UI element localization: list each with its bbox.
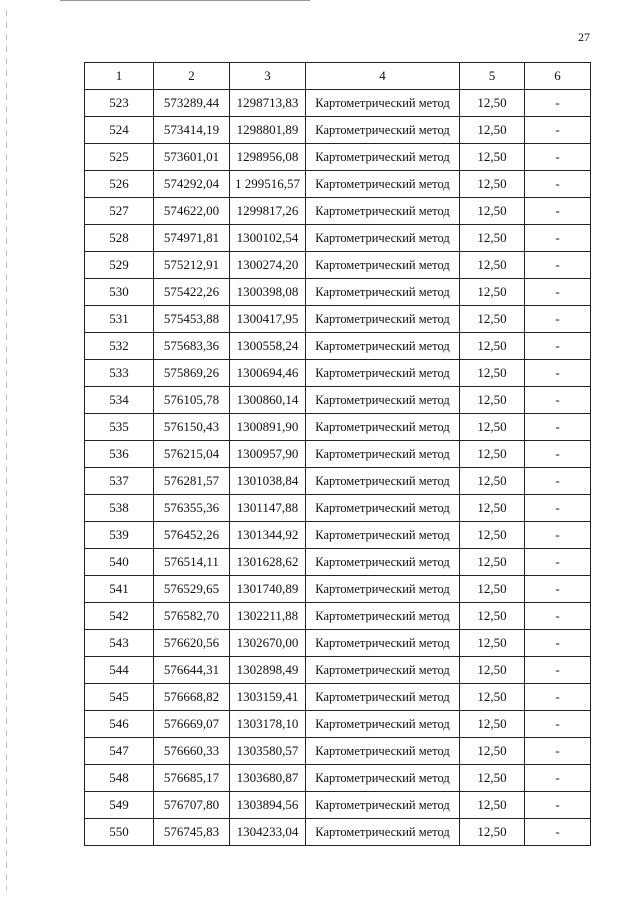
cell-y-coordinate: 1301628,62 bbox=[230, 549, 306, 576]
cell-x-coordinate: 576745,83 bbox=[154, 819, 230, 846]
cell-x-coordinate: 573289,44 bbox=[154, 90, 230, 117]
table-row bbox=[85, 198, 591, 225]
cell-x-coordinate: 576668,82 bbox=[154, 684, 230, 711]
cell-y-coordinate: 1298956,08 bbox=[230, 144, 306, 171]
cell-y-coordinate: 1300274,20 bbox=[230, 252, 306, 279]
cell-accuracy: 12,50 bbox=[460, 171, 525, 198]
cell-method: Картометрический метод bbox=[306, 657, 460, 684]
cell-method: Картометрический метод bbox=[306, 765, 460, 792]
cell-y-coordinate: 1300417,95 bbox=[230, 306, 306, 333]
table-row bbox=[85, 603, 591, 630]
cell-note: - bbox=[525, 360, 591, 387]
cell-point-number: 534 bbox=[85, 387, 154, 414]
cell-x-coordinate: 575422,26 bbox=[154, 279, 230, 306]
cell-method: Картометрический метод bbox=[306, 117, 460, 144]
cell-method: Картометрический метод bbox=[306, 603, 460, 630]
cell-x-coordinate: 576215,04 bbox=[154, 441, 230, 468]
cell-accuracy: 12,50 bbox=[460, 684, 525, 711]
cell-method: Картометрический метод bbox=[306, 252, 460, 279]
cell-method: Картометрический метод bbox=[306, 279, 460, 306]
cell-accuracy: 12,50 bbox=[460, 333, 525, 360]
cell-note: - bbox=[525, 144, 591, 171]
cell-point-number: 527 bbox=[85, 198, 154, 225]
cell-point-number: 532 bbox=[85, 333, 154, 360]
cell-accuracy: 12,50 bbox=[460, 360, 525, 387]
page-number: 27 bbox=[578, 30, 590, 44]
cell-x-coordinate: 576105,78 bbox=[154, 387, 230, 414]
cell-accuracy: 12,50 bbox=[460, 576, 525, 603]
cell-x-coordinate: 576685,17 bbox=[154, 765, 230, 792]
table-row bbox=[85, 576, 591, 603]
cell-method: Картометрический метод bbox=[306, 306, 460, 333]
cell-note: - bbox=[525, 117, 591, 144]
table-row bbox=[85, 306, 591, 333]
header-col-2: 2 bbox=[154, 63, 230, 90]
cell-y-coordinate: 1300860,14 bbox=[230, 387, 306, 414]
cell-y-coordinate: 1301344,92 bbox=[230, 522, 306, 549]
cell-y-coordinate: 1299817,26 bbox=[230, 198, 306, 225]
cell-accuracy: 12,50 bbox=[460, 549, 525, 576]
cell-x-coordinate: 575212,91 bbox=[154, 252, 230, 279]
cell-point-number: 544 bbox=[85, 657, 154, 684]
cell-note: - bbox=[525, 90, 591, 117]
cell-point-number: 536 bbox=[85, 441, 154, 468]
cell-y-coordinate: 1300398,08 bbox=[230, 279, 306, 306]
cell-point-number: 529 bbox=[85, 252, 154, 279]
cell-note: - bbox=[525, 819, 591, 846]
cell-method: Картометрический метод bbox=[306, 819, 460, 846]
cell-x-coordinate: 573601,01 bbox=[154, 144, 230, 171]
cell-note: - bbox=[525, 387, 591, 414]
cell-method: Картометрический метод bbox=[306, 144, 460, 171]
cell-method: Картометрический метод bbox=[306, 738, 460, 765]
cell-method: Картометрический метод bbox=[306, 495, 460, 522]
table-row bbox=[85, 252, 591, 279]
cell-point-number: 549 bbox=[85, 792, 154, 819]
cell-accuracy: 12,50 bbox=[460, 90, 525, 117]
cell-note: - bbox=[525, 414, 591, 441]
table-row bbox=[85, 117, 591, 144]
scan-edge-line bbox=[6, 10, 7, 890]
cell-point-number: 535 bbox=[85, 414, 154, 441]
cell-y-coordinate: 1300694,46 bbox=[230, 360, 306, 387]
coordinates-table bbox=[84, 62, 591, 846]
cell-y-coordinate: 1303894,56 bbox=[230, 792, 306, 819]
table-row bbox=[85, 360, 591, 387]
cell-x-coordinate: 576355,36 bbox=[154, 495, 230, 522]
cell-accuracy: 12,50 bbox=[460, 711, 525, 738]
cell-accuracy: 12,50 bbox=[460, 819, 525, 846]
cell-accuracy: 12,50 bbox=[460, 765, 525, 792]
cell-point-number: 533 bbox=[85, 360, 154, 387]
cell-y-coordinate: 1303159,41 bbox=[230, 684, 306, 711]
header-col-5: 5 bbox=[460, 63, 525, 90]
cell-x-coordinate: 576514,11 bbox=[154, 549, 230, 576]
cell-x-coordinate: 576660,33 bbox=[154, 738, 230, 765]
cell-point-number: 540 bbox=[85, 549, 154, 576]
cell-x-coordinate: 576620,56 bbox=[154, 630, 230, 657]
cell-method: Картометрический метод bbox=[306, 684, 460, 711]
cell-accuracy: 12,50 bbox=[460, 198, 525, 225]
cell-x-coordinate: 576582,70 bbox=[154, 603, 230, 630]
cell-x-coordinate: 575869,26 bbox=[154, 360, 230, 387]
cell-x-coordinate: 574971,81 bbox=[154, 225, 230, 252]
cell-accuracy: 12,50 bbox=[460, 630, 525, 657]
header-col-3: 3 bbox=[230, 63, 306, 90]
table-row bbox=[85, 630, 591, 657]
cell-note: - bbox=[525, 684, 591, 711]
cell-note: - bbox=[525, 441, 591, 468]
cell-method: Картометрический метод bbox=[306, 441, 460, 468]
cell-accuracy: 12,50 bbox=[460, 603, 525, 630]
cell-point-number: 525 bbox=[85, 144, 154, 171]
cell-accuracy: 12,50 bbox=[460, 738, 525, 765]
cell-accuracy: 12,50 bbox=[460, 414, 525, 441]
cell-x-coordinate: 576644,31 bbox=[154, 657, 230, 684]
cell-accuracy: 12,50 bbox=[460, 657, 525, 684]
cell-y-coordinate: 1301038,84 bbox=[230, 468, 306, 495]
cell-y-coordinate: 1303178,10 bbox=[230, 711, 306, 738]
cell-note: - bbox=[525, 522, 591, 549]
cell-note: - bbox=[525, 306, 591, 333]
cell-x-coordinate: 573414,19 bbox=[154, 117, 230, 144]
cell-note: - bbox=[525, 468, 591, 495]
cell-method: Картометрический метод bbox=[306, 414, 460, 441]
cell-note: - bbox=[525, 738, 591, 765]
cell-x-coordinate: 576707,80 bbox=[154, 792, 230, 819]
cell-x-coordinate: 575453,88 bbox=[154, 306, 230, 333]
cell-accuracy: 12,50 bbox=[460, 144, 525, 171]
cell-point-number: 546 bbox=[85, 711, 154, 738]
cell-point-number: 524 bbox=[85, 117, 154, 144]
cell-point-number: 547 bbox=[85, 738, 154, 765]
table-row bbox=[85, 765, 591, 792]
cell-point-number: 548 bbox=[85, 765, 154, 792]
cell-note: - bbox=[525, 711, 591, 738]
cell-y-coordinate: 1 299516,57 bbox=[230, 171, 306, 198]
cell-accuracy: 12,50 bbox=[460, 279, 525, 306]
header-col-6: 6 bbox=[525, 63, 591, 90]
cell-method: Картометрический метод bbox=[306, 360, 460, 387]
cell-y-coordinate: 1303680,87 bbox=[230, 765, 306, 792]
cell-method: Картометрический метод bbox=[306, 90, 460, 117]
cell-note: - bbox=[525, 495, 591, 522]
cell-y-coordinate: 1300102,54 bbox=[230, 225, 306, 252]
cell-method: Картометрический метод bbox=[306, 522, 460, 549]
table-header-row bbox=[85, 63, 591, 90]
cell-note: - bbox=[525, 225, 591, 252]
cell-note: - bbox=[525, 333, 591, 360]
header-col-1: 1 bbox=[85, 63, 154, 90]
cell-accuracy: 12,50 bbox=[460, 495, 525, 522]
table-row bbox=[85, 414, 591, 441]
cell-y-coordinate: 1298801,89 bbox=[230, 117, 306, 144]
cell-y-coordinate: 1302670,00 bbox=[230, 630, 306, 657]
cell-point-number: 528 bbox=[85, 225, 154, 252]
table-row bbox=[85, 819, 591, 846]
cell-method: Картометрический метод bbox=[306, 711, 460, 738]
cell-accuracy: 12,50 bbox=[460, 306, 525, 333]
cell-point-number: 523 bbox=[85, 90, 154, 117]
cell-method: Картометрический метод bbox=[306, 198, 460, 225]
table-row bbox=[85, 144, 591, 171]
cell-y-coordinate: 1300891,90 bbox=[230, 414, 306, 441]
table-row bbox=[85, 279, 591, 306]
table-row bbox=[85, 522, 591, 549]
cell-accuracy: 12,50 bbox=[460, 468, 525, 495]
cell-point-number: 543 bbox=[85, 630, 154, 657]
cell-method: Картометрический метод bbox=[306, 333, 460, 360]
cell-point-number: 538 bbox=[85, 495, 154, 522]
cell-y-coordinate: 1298713,83 bbox=[230, 90, 306, 117]
table-row bbox=[85, 792, 591, 819]
table-row bbox=[85, 441, 591, 468]
cell-point-number: 545 bbox=[85, 684, 154, 711]
cell-point-number: 550 bbox=[85, 819, 154, 846]
cell-x-coordinate: 576669,07 bbox=[154, 711, 230, 738]
table-body bbox=[85, 90, 591, 846]
cell-accuracy: 12,50 bbox=[460, 387, 525, 414]
table-row bbox=[85, 468, 591, 495]
cell-method: Картометрический метод bbox=[306, 468, 460, 495]
cell-y-coordinate: 1300957,90 bbox=[230, 441, 306, 468]
table-row bbox=[85, 738, 591, 765]
table-row bbox=[85, 171, 591, 198]
cell-method: Картометрический метод bbox=[306, 630, 460, 657]
cell-accuracy: 12,50 bbox=[460, 522, 525, 549]
cell-x-coordinate: 576529,65 bbox=[154, 576, 230, 603]
cell-method: Картометрический метод bbox=[306, 171, 460, 198]
cell-method: Картометрический метод bbox=[306, 576, 460, 603]
cell-note: - bbox=[525, 765, 591, 792]
cell-x-coordinate: 575683,36 bbox=[154, 333, 230, 360]
table-row bbox=[85, 333, 591, 360]
cell-x-coordinate: 576452,26 bbox=[154, 522, 230, 549]
cell-accuracy: 12,50 bbox=[460, 225, 525, 252]
cell-note: - bbox=[525, 657, 591, 684]
cell-point-number: 531 bbox=[85, 306, 154, 333]
cell-accuracy: 12,50 bbox=[460, 252, 525, 279]
cell-accuracy: 12,50 bbox=[460, 117, 525, 144]
cell-accuracy: 12,50 bbox=[460, 441, 525, 468]
cell-note: - bbox=[525, 279, 591, 306]
header-col-4: 4 bbox=[306, 63, 460, 90]
cell-method: Картометрический метод bbox=[306, 225, 460, 252]
cell-y-coordinate: 1301740,89 bbox=[230, 576, 306, 603]
cell-x-coordinate: 576281,57 bbox=[154, 468, 230, 495]
cell-y-coordinate: 1301147,88 bbox=[230, 495, 306, 522]
cell-point-number: 542 bbox=[85, 603, 154, 630]
table-row bbox=[85, 549, 591, 576]
cell-x-coordinate: 574622,00 bbox=[154, 198, 230, 225]
cell-note: - bbox=[525, 792, 591, 819]
cell-point-number: 537 bbox=[85, 468, 154, 495]
cell-note: - bbox=[525, 603, 591, 630]
table-row bbox=[85, 225, 591, 252]
table-row bbox=[85, 90, 591, 117]
cell-y-coordinate: 1302898,49 bbox=[230, 657, 306, 684]
cell-y-coordinate: 1302211,88 bbox=[230, 603, 306, 630]
top-edge-line bbox=[60, 0, 310, 1]
table-row bbox=[85, 657, 591, 684]
cell-point-number: 526 bbox=[85, 171, 154, 198]
table-row bbox=[85, 387, 591, 414]
cell-x-coordinate: 576150,43 bbox=[154, 414, 230, 441]
cell-note: - bbox=[525, 630, 591, 657]
cell-y-coordinate: 1303580,57 bbox=[230, 738, 306, 765]
cell-point-number: 539 bbox=[85, 522, 154, 549]
cell-note: - bbox=[525, 198, 591, 225]
cell-note: - bbox=[525, 252, 591, 279]
cell-y-coordinate: 1304233,04 bbox=[230, 819, 306, 846]
cell-method: Картометрический метод bbox=[306, 792, 460, 819]
cell-point-number: 541 bbox=[85, 576, 154, 603]
cell-method: Картометрический метод bbox=[306, 387, 460, 414]
cell-point-number: 530 bbox=[85, 279, 154, 306]
table-row bbox=[85, 711, 591, 738]
table-row bbox=[85, 684, 591, 711]
table-row bbox=[85, 495, 591, 522]
cell-y-coordinate: 1300558,24 bbox=[230, 333, 306, 360]
cell-note: - bbox=[525, 549, 591, 576]
cell-x-coordinate: 574292,04 bbox=[154, 171, 230, 198]
cell-accuracy: 12,50 bbox=[460, 792, 525, 819]
cell-note: - bbox=[525, 171, 591, 198]
cell-note: - bbox=[525, 576, 591, 603]
cell-method: Картометрический метод bbox=[306, 549, 460, 576]
